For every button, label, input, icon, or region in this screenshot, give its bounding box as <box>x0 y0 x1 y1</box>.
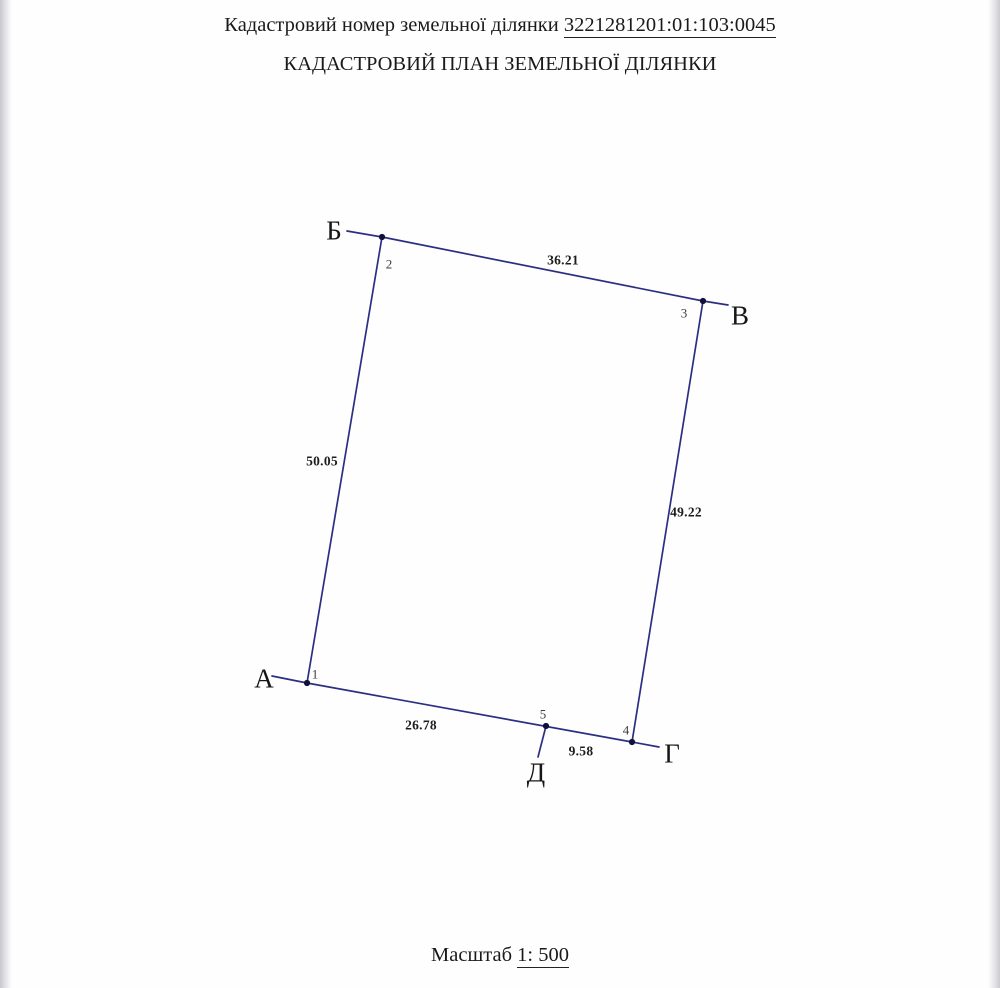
parcel-boundary-line <box>307 237 382 683</box>
scale-label: Масштаб <box>431 944 512 966</box>
side-length-b-v: 36.21 <box>547 252 579 268</box>
side-length-a-d: 26.78 <box>405 717 437 733</box>
parcel-boundary-line <box>382 237 703 301</box>
corner-point-dot <box>379 234 385 240</box>
point-number-1: 1 <box>311 666 319 682</box>
side-length-v-g: 49.22 <box>670 504 702 520</box>
vertex-tick-line <box>347 231 382 237</box>
side-length-d-g: 9.58 <box>568 743 594 759</box>
vertex-tick-line <box>272 676 307 683</box>
vertex-letter-d: Д <box>526 757 546 788</box>
vertex-tick-line <box>538 726 546 757</box>
vertex-letter-v: В <box>730 300 750 331</box>
vertex-tick-line <box>632 742 659 747</box>
side-length-a-b: 50.05 <box>306 453 338 469</box>
point-number-2: 2 <box>385 256 393 272</box>
point-number-4: 4 <box>622 722 630 738</box>
corner-point-dot <box>543 723 549 729</box>
parcel-boundary-line <box>632 301 703 742</box>
vertex-letter-b: Б <box>326 215 342 246</box>
page-title: КАДАСТРОВИЙ ПЛАН ЗЕМЕЛЬНОЇ ДІЛЯНКИ <box>283 53 717 75</box>
corner-point-dot <box>629 739 635 745</box>
vertex-letter-a: А <box>254 663 274 694</box>
cadastral-number-value: 3221281201:01:103:0045 <box>563 14 776 36</box>
scale-line <box>0 944 1000 967</box>
corner-point-dot <box>700 298 706 304</box>
vertex-tick-line <box>703 301 728 305</box>
corner-point-dot <box>304 680 310 686</box>
cadastral-number-label: Кадастровий номер земельної ділянки <box>224 14 559 36</box>
parcel-boundary-line <box>307 683 632 742</box>
vertex-letter-g: Г <box>664 738 680 769</box>
point-number-5: 5 <box>539 706 547 722</box>
scale-value: 1: 500 <box>517 944 569 966</box>
point-number-3: 3 <box>680 305 688 321</box>
